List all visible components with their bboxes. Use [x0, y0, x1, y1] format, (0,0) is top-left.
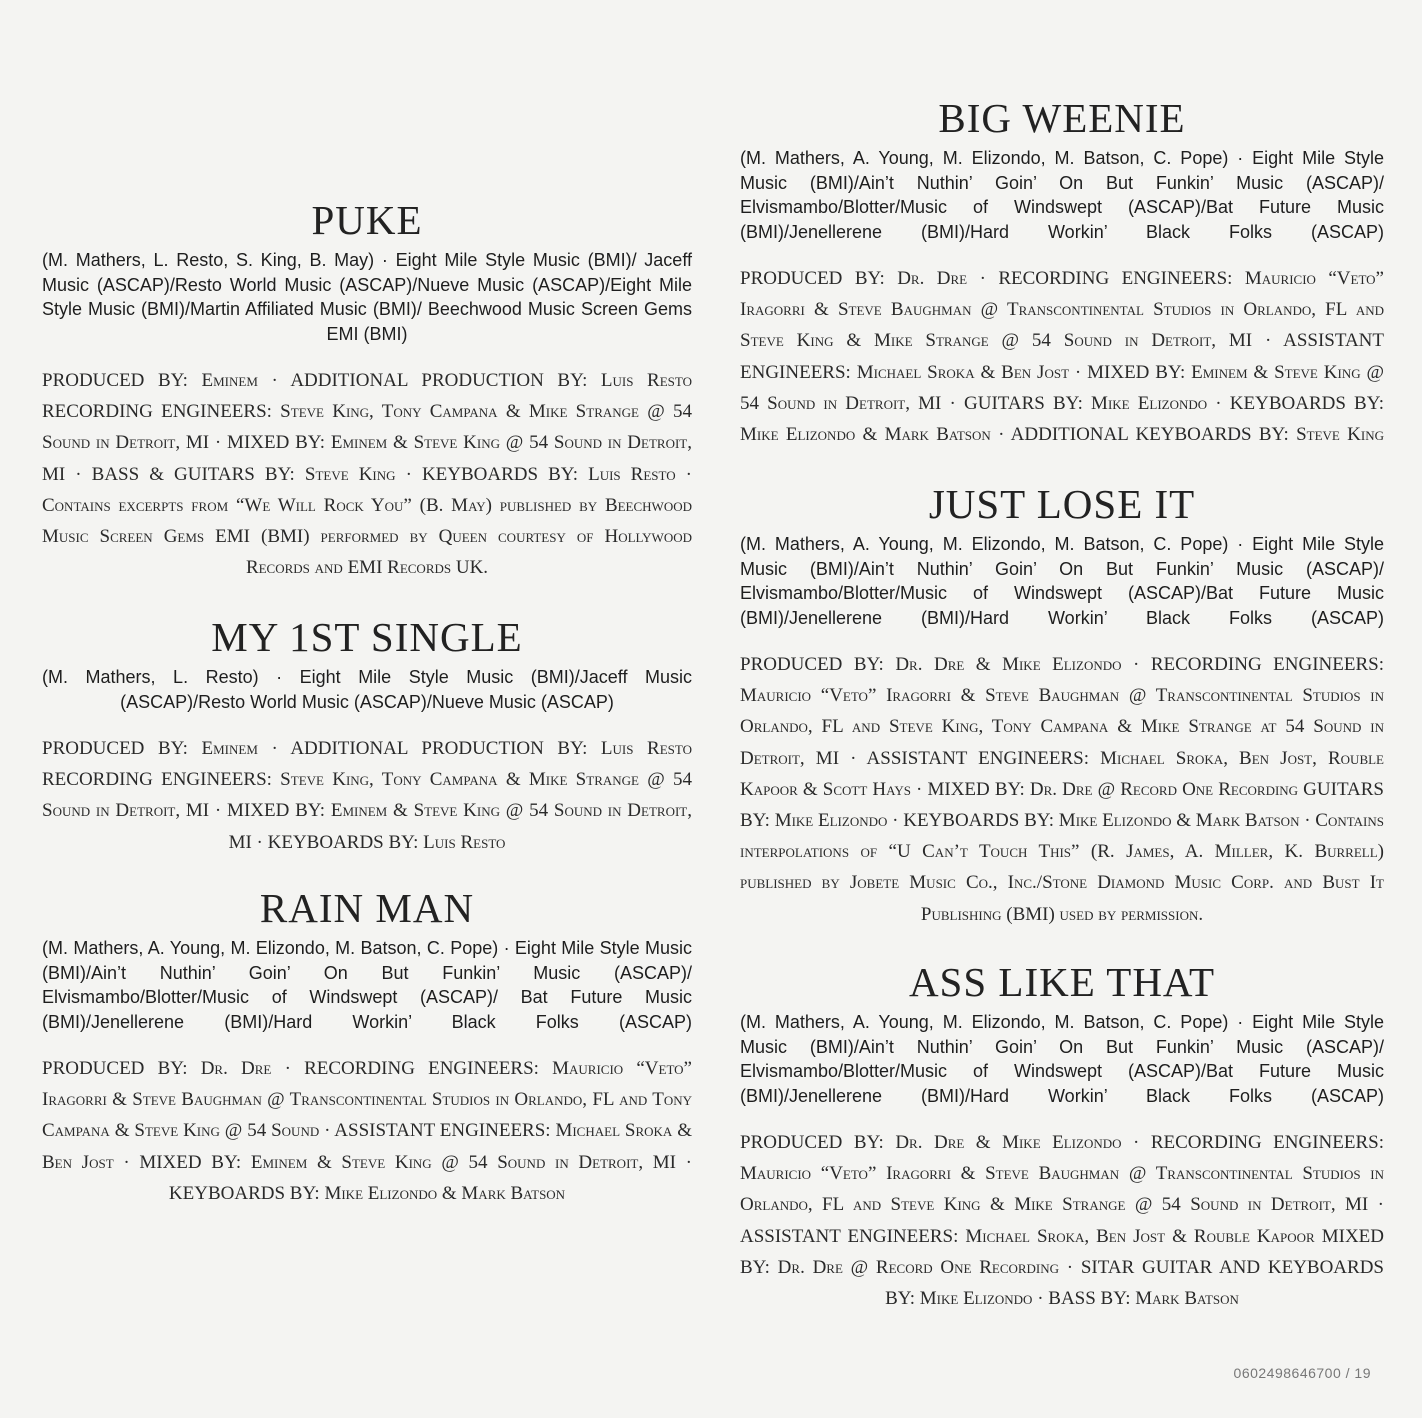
song-publishing: (M. Mathers, L. Resto, S. King, B. May) · Eight Mile Style Music (BMI)/ Jaceff Music (ASCAP)/Resto World Music (ASCAP)/Nueve Music (ASCAP)/Eight Mile Style Music (BMI)/Martin Affiliated Music (BMI)/ Beechwood Music Screen Gems EMI (BMI) — [42, 250, 692, 344]
song-credits: PRODUCED BY: Dr. Dre & Mike Elizondo · RECORDING ENGINEERS: Mauricio “Veto” Iragorri & Steve Baughman @ Transcontinental Studios in Orlando, FL and Steve King & Mike Strange @ 54 Sound in Detroit, MI · ASSISTANT ENGINEERS: Michael Sroka, Ben Jost & Rouble Kapoor MIXED BY: Dr. Dre @ Record One Recording · SITAR GUITAR AND KEYBOARDS BY: Mike Elizondo · BASS BY: Mark Batson — [740, 1132, 1384, 1310]
song-credits: PRODUCED BY: Dr. Dre · RECORDING ENGINEERS: Mauricio “Veto” Iragorri & Steve Baughman @ Transcontinental Studios in Orlando, FL and Steve King & Mike Strange @ 54 Sound in Detroit, MI · ASSISTANT ENGINEERS: Michael Sroka & Ben Jost · MIXED BY: Eminem & Steve King @ 54 Sound in Detroit, MI · GUITARS BY: Mike Elizondo · KEYBOARDS BY: Mike Elizondo & Mark Batson · ADDITIONAL KEYBOARDS BY: Steve King — [740, 268, 1384, 446]
song-publishing: (M. Mathers, A. Young, M. Elizondo, M. Batson, C. Pope) · Eight Mile Style Music (BMI)/Ain’t Nuthin’ Goin’ On But Funkin’ Music (ASCAP)/ Elvismambo/Blotter/Music of Windswept (ASCAP)/Bat Future Music (BMI)/Jenellerene (BMI)/Hard Workin’ Black Folks (ASCAP) — [740, 534, 1384, 628]
song-publishing: (M. Mathers, A. Young, M. Elizondo, M. Batson, C. Pope) · Eight Mile Style Music (BMI)/Ain’t Nuthin’ Goin’ On But Funkin’ Music (ASCAP)/ Elvismambo/Blotter/Music of Windswept (ASCAP)/ Bat Future Music (BMI)/Jenellerene (BMI)/Hard Workin’ Black Folks (ASCAP) — [42, 938, 692, 1032]
song-publishing: (M. Mathers, A. Young, M. Elizondo, M. Batson, C. Pope) · Eight Mile Style Music (BMI)/Ain’t Nuthin’ Goin’ On But Funkin’ Music (ASCAP)/ Elvismambo/Blotter/Music of Windswept (ASCAP)/Bat Future Music (BMI)/Jenellerene (BMI)/Hard Workin’ Black Folks (ASCAP) — [740, 148, 1384, 242]
song-big-weenie — [740, 96, 1384, 450]
song-title: PUKE — [311, 197, 423, 243]
song-title: BIG WEENIE — [938, 95, 1186, 141]
song-title: MY 1ST SINGLE — [211, 614, 523, 660]
song-credits: PRODUCED BY: Dr. Dre & Mike Elizondo · RECORDING ENGINEERS: Mauricio “Veto” Iragorri & Steve Baughman @ Transcontinental Studios in Orlando, FL and Steve King, Tony Campana & Mike Strange at 54 Sound in Detroit, MI · ASSISTANT ENGINEERS: Michael Sroka, Ben Jost, Rouble Kapoor & Scott Hays · MIXED BY: Dr. Dre @ Record One Recording GUITARS BY: Mike Elizondo · KEYBOARDS BY: Mike Elizondo & Mark Batson · Contains interpolations of “U Can’t Touch This” (R. James, A. Miller, K. Burrell) published by Jobete Music Co., Inc./Stone Diamond Music Corp. and Bust It Publishing (BMI) used by permission. — [740, 654, 1384, 925]
song-title: ASS LIKE THAT — [908, 959, 1216, 1005]
song-publishing: (M. Mathers, A. Young, M. Elizondo, M. Batson, C. Pope) · Eight Mile Style Music (BMI)/Ain’t Nuthin’ Goin’ On But Funkin’ Music (ASCAP)/ Elvismambo/Blotter/Music of Windswept (ASCAP)/Bat Future Music (BMI)/Jenellerene (BMI)/Hard Workin’ Black Folks (ASCAP) — [740, 1012, 1384, 1106]
song-credits: PRODUCED BY: Eminem · ADDITIONAL PRODUCTION BY: Luis Resto RECORDING ENGINEERS: Steve King, Tony Campana & Mike Strange @ 54 Sound in Detroit, MI · MIXED BY: Eminem & Steve King @ 54 Sound in Detroit, MI · BASS & GUITARS BY: Steve King · KEYBOARDS BY: Luis Resto · Contains excerpts from “We Will Rock You” (B. May) published by Beechwood Music Screen Gems EMI (BMI) performed by Queen courtesy of Hollywood Records and EMI Records UK. — [42, 370, 692, 579]
song-my-1st-single — [42, 615, 692, 858]
song-publishing: (M. Mathers, L. Resto) · Eight Mile Style Music (BMI)/Jaceff Music (ASCAP)/Resto World Music (ASCAP)/Nueve Music (ASCAP) — [42, 667, 692, 712]
song-title: JUST LOSE IT — [928, 481, 1196, 527]
song-ass-like-that — [740, 960, 1384, 1314]
song-title: RAIN MAN — [259, 885, 475, 931]
song-credits: PRODUCED BY: Dr. Dre · RECORDING ENGINEERS: Mauricio “Veto” Iragorri & Steve Baughman @ Transcontinental Studios in Orlando, FL and Tony Campana & Steve King @ 54 Sound · ASSISTANT ENGINEERS: Michael Sroka & Ben Jost · MIXED BY: Eminem & Steve King @ 54 Sound in Detroit, MI · KEYBOARDS BY: Mike Elizondo & Mark Batson — [42, 1058, 692, 1204]
song-rain-man — [42, 886, 692, 1209]
song-just-lose-it — [740, 482, 1384, 930]
song-puke — [42, 198, 692, 583]
song-credits: PRODUCED BY: Eminem · ADDITIONAL PRODUCTION BY: Luis Resto RECORDING ENGINEERS: Steve King, Tony Campana & Mike Strange @ 54 Sound in Detroit, MI · MIXED BY: Eminem & Steve King @ 54 Sound in Detroit, MI · KEYBOARDS BY: Luis Resto — [42, 738, 692, 853]
catalog-number: 0602498646700 / 19 — [1233, 1365, 1371, 1381]
